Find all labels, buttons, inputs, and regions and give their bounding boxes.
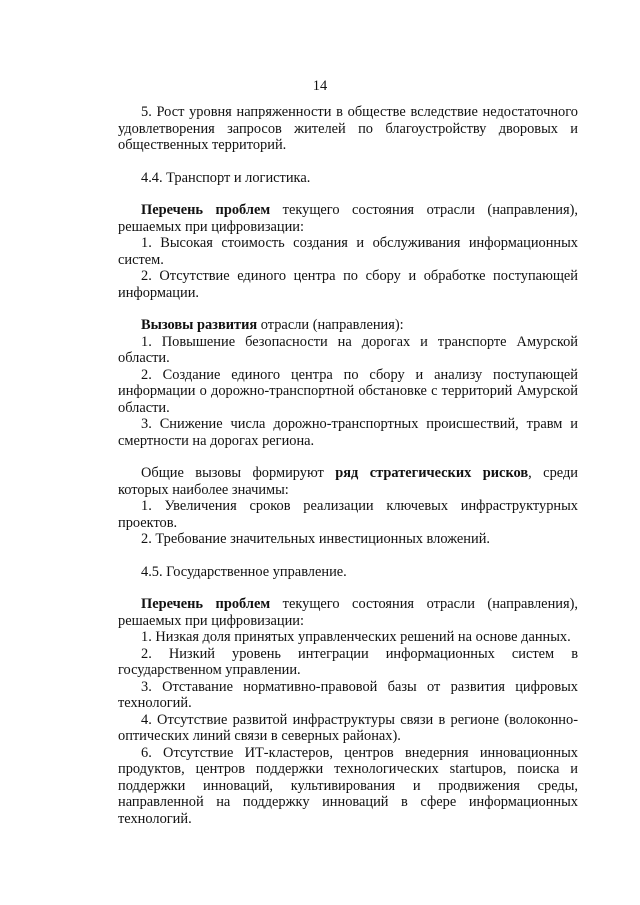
paragraph-risk-5: 5. Рост уровня напряженности в обществе вследствие недостаточного удовлетворения запросов жителей по благоустройству дворовых и общественных территорий. xyxy=(118,104,578,153)
paragraph-problems-intro: Перечень проблем текущего состояния отрасли (направления), решаемых при цифровизации: xyxy=(118,596,578,629)
list-item: 2. Создание единого центра по сбору и анализу поступающей информации о дорожно-транспортной обстановке с территорий Амурской области. xyxy=(118,366,578,416)
document-body xyxy=(118,104,578,827)
list-item: 6. Отсутствие ИТ-кластеров, центров внедерния инновационных продуктов, центров поддержки технологических startupов, поиска и поддержки инноваций, культивирования и продвижения среды, направленной на поддержку инноваций в сфере информационных технологий. xyxy=(118,744,578,827)
list-item: 1. Увеличения сроков реализации ключевых инфраструктурных проектов. xyxy=(118,498,578,531)
bold-term: Перечень проблем xyxy=(141,202,271,218)
list-item: 2. Требование значительных инвестиционных вложений. xyxy=(141,531,490,547)
section-heading-government: 4.5. Государственное управление. xyxy=(141,563,347,580)
paragraph-risks-intro: Общие вызовы формируют ряд стратегических рисков, среди которых наиболее значимы: xyxy=(118,465,578,498)
bold-term: Перечень проблем xyxy=(141,596,271,612)
list-item: 1. Низкая доля принятых управленческих решений на основе данных. xyxy=(141,629,571,645)
page-number: 14 xyxy=(312,78,328,94)
list-item: 3. Отставание нормативно-правовой базы от развития цифровых технологий. xyxy=(118,678,578,711)
list-item: 2. Низкий уровень интеграции информационных систем в государственном управлении. xyxy=(118,645,578,678)
bold-term: Вызовы развития xyxy=(141,317,258,333)
list-item: 3. Снижение числа дорожно-транспортных происшествий, травм и смертности на дорогах региона. xyxy=(118,416,578,449)
paragraph-challenges-intro: Вызовы развития отрасли (направления): xyxy=(141,317,404,333)
list-item: 1. Высокая стоимость создания и обслуживания информационных систем. xyxy=(118,235,578,268)
list-item: 1. Повышение безопасности на дорогах и транспорте Амурской области. xyxy=(118,333,578,366)
list-item: 2. Отсутствие единого центра по сбору и обработке поступающей информации. xyxy=(118,268,578,301)
section-heading-transport: 4.4. Транспорт и логистика. xyxy=(141,169,311,186)
paragraph-problems-intro: Перечень проблем текущего состояния отрасли (направления), решаемых при цифровизации: xyxy=(118,202,578,235)
bold-term: ряд стратегических рисков xyxy=(335,465,529,481)
list-item: 4. Отсутствие развитой инфраструктуры связи в регионе (волоконно-оптических линий связи в северных районах). xyxy=(118,711,578,744)
